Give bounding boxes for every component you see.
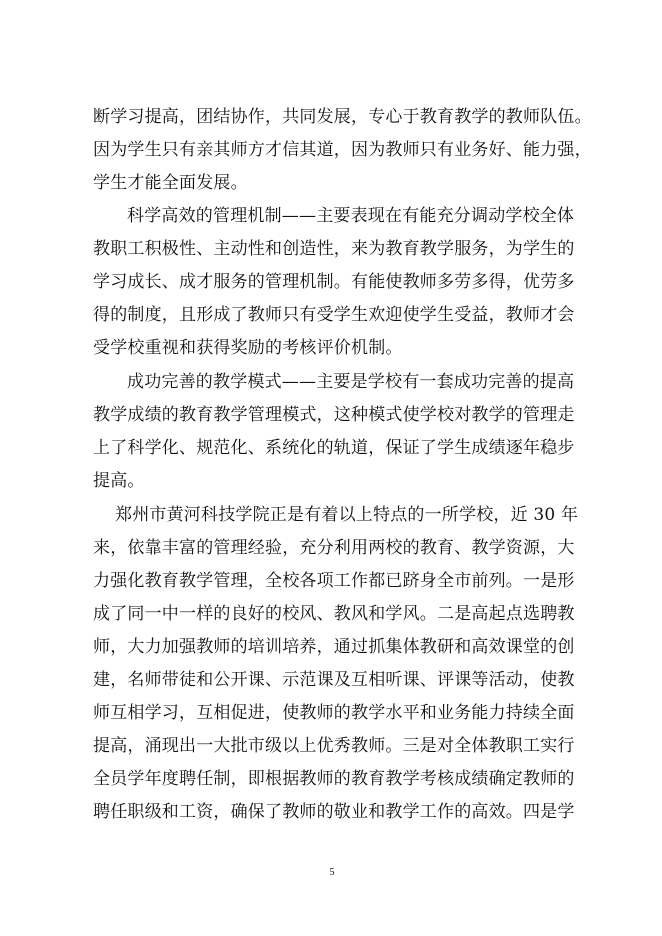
document-line: 师互相学习，互相促进，使教师的教学水平和业务能力持续全面 <box>93 703 575 723</box>
page-number: 5 <box>329 867 335 878</box>
document-line: 成功完善的教学模式——主要是学校有一套成功完善的提高 <box>127 372 575 392</box>
document-line: 师，大力加强教师的培训培养，通过抓集体教研和高效课堂的创 <box>93 637 575 657</box>
document-line: 提高。 <box>93 471 145 491</box>
document-line: 教学成绩的教育教学管理模式，这种模式使学校对教学的管理走 <box>93 405 575 425</box>
document-line: 科学高效的管理机制——主要表现在有能充分调动学校全体 <box>127 206 575 226</box>
document-line: 建，名师带徒和公开课、示范课及互相听课、评课等活动，使教 <box>93 670 575 690</box>
document-line: 得的制度，且形成了教师只有受学生欢迎使学生受益，教师才会 <box>93 305 575 325</box>
document-line: 学习成长、成才服务的管理机制。有能使教师多劳多得，优劳多 <box>93 272 575 292</box>
document-line: 上了科学化、规范化、系统化的轨道，保证了学生成绩逐年稳步 <box>93 438 575 458</box>
document-line: 力强化教育教学管理，全校各项工作都已跻身全市前列。一是形 <box>93 571 575 591</box>
document-line: 断学习提高，团结协作，共同发展，专心于教育教学的教师队伍。 <box>93 107 592 127</box>
document-line: 聘任职级和工资，确保了教师的敬业和教学工作的高效。四是学 <box>93 802 575 822</box>
document-line: 受学校重视和获得奖励的考核评价机制。 <box>93 338 403 358</box>
document-line: 学生才能全面发展。 <box>93 173 248 193</box>
document-line: 来，依靠丰富的管理经验，充分利用两校的教育、教学资源，大 <box>93 538 575 558</box>
document-line: 全员学年度聘任制，即根据教师的教育教学考核成绩确定教师的 <box>93 769 575 789</box>
document-line: 教职工积极性、主动性和创造性，来为教育教学服务，为学生的 <box>93 239 575 259</box>
document-line: 郑州市黄河科技学院正是有着以上特点的一所学校，近 30 年 <box>115 505 579 525</box>
document-line: 提高，涌现出一大批市级以上优秀教师。三是对全体教职工实行 <box>93 736 575 756</box>
document-line: 因为学生只有亲其师方才信其道，因为教师只有业务好、能力强， <box>93 140 592 160</box>
document-line: 成了同一中一样的良好的校风、教风和学风。二是高起点选聘教 <box>93 604 575 624</box>
